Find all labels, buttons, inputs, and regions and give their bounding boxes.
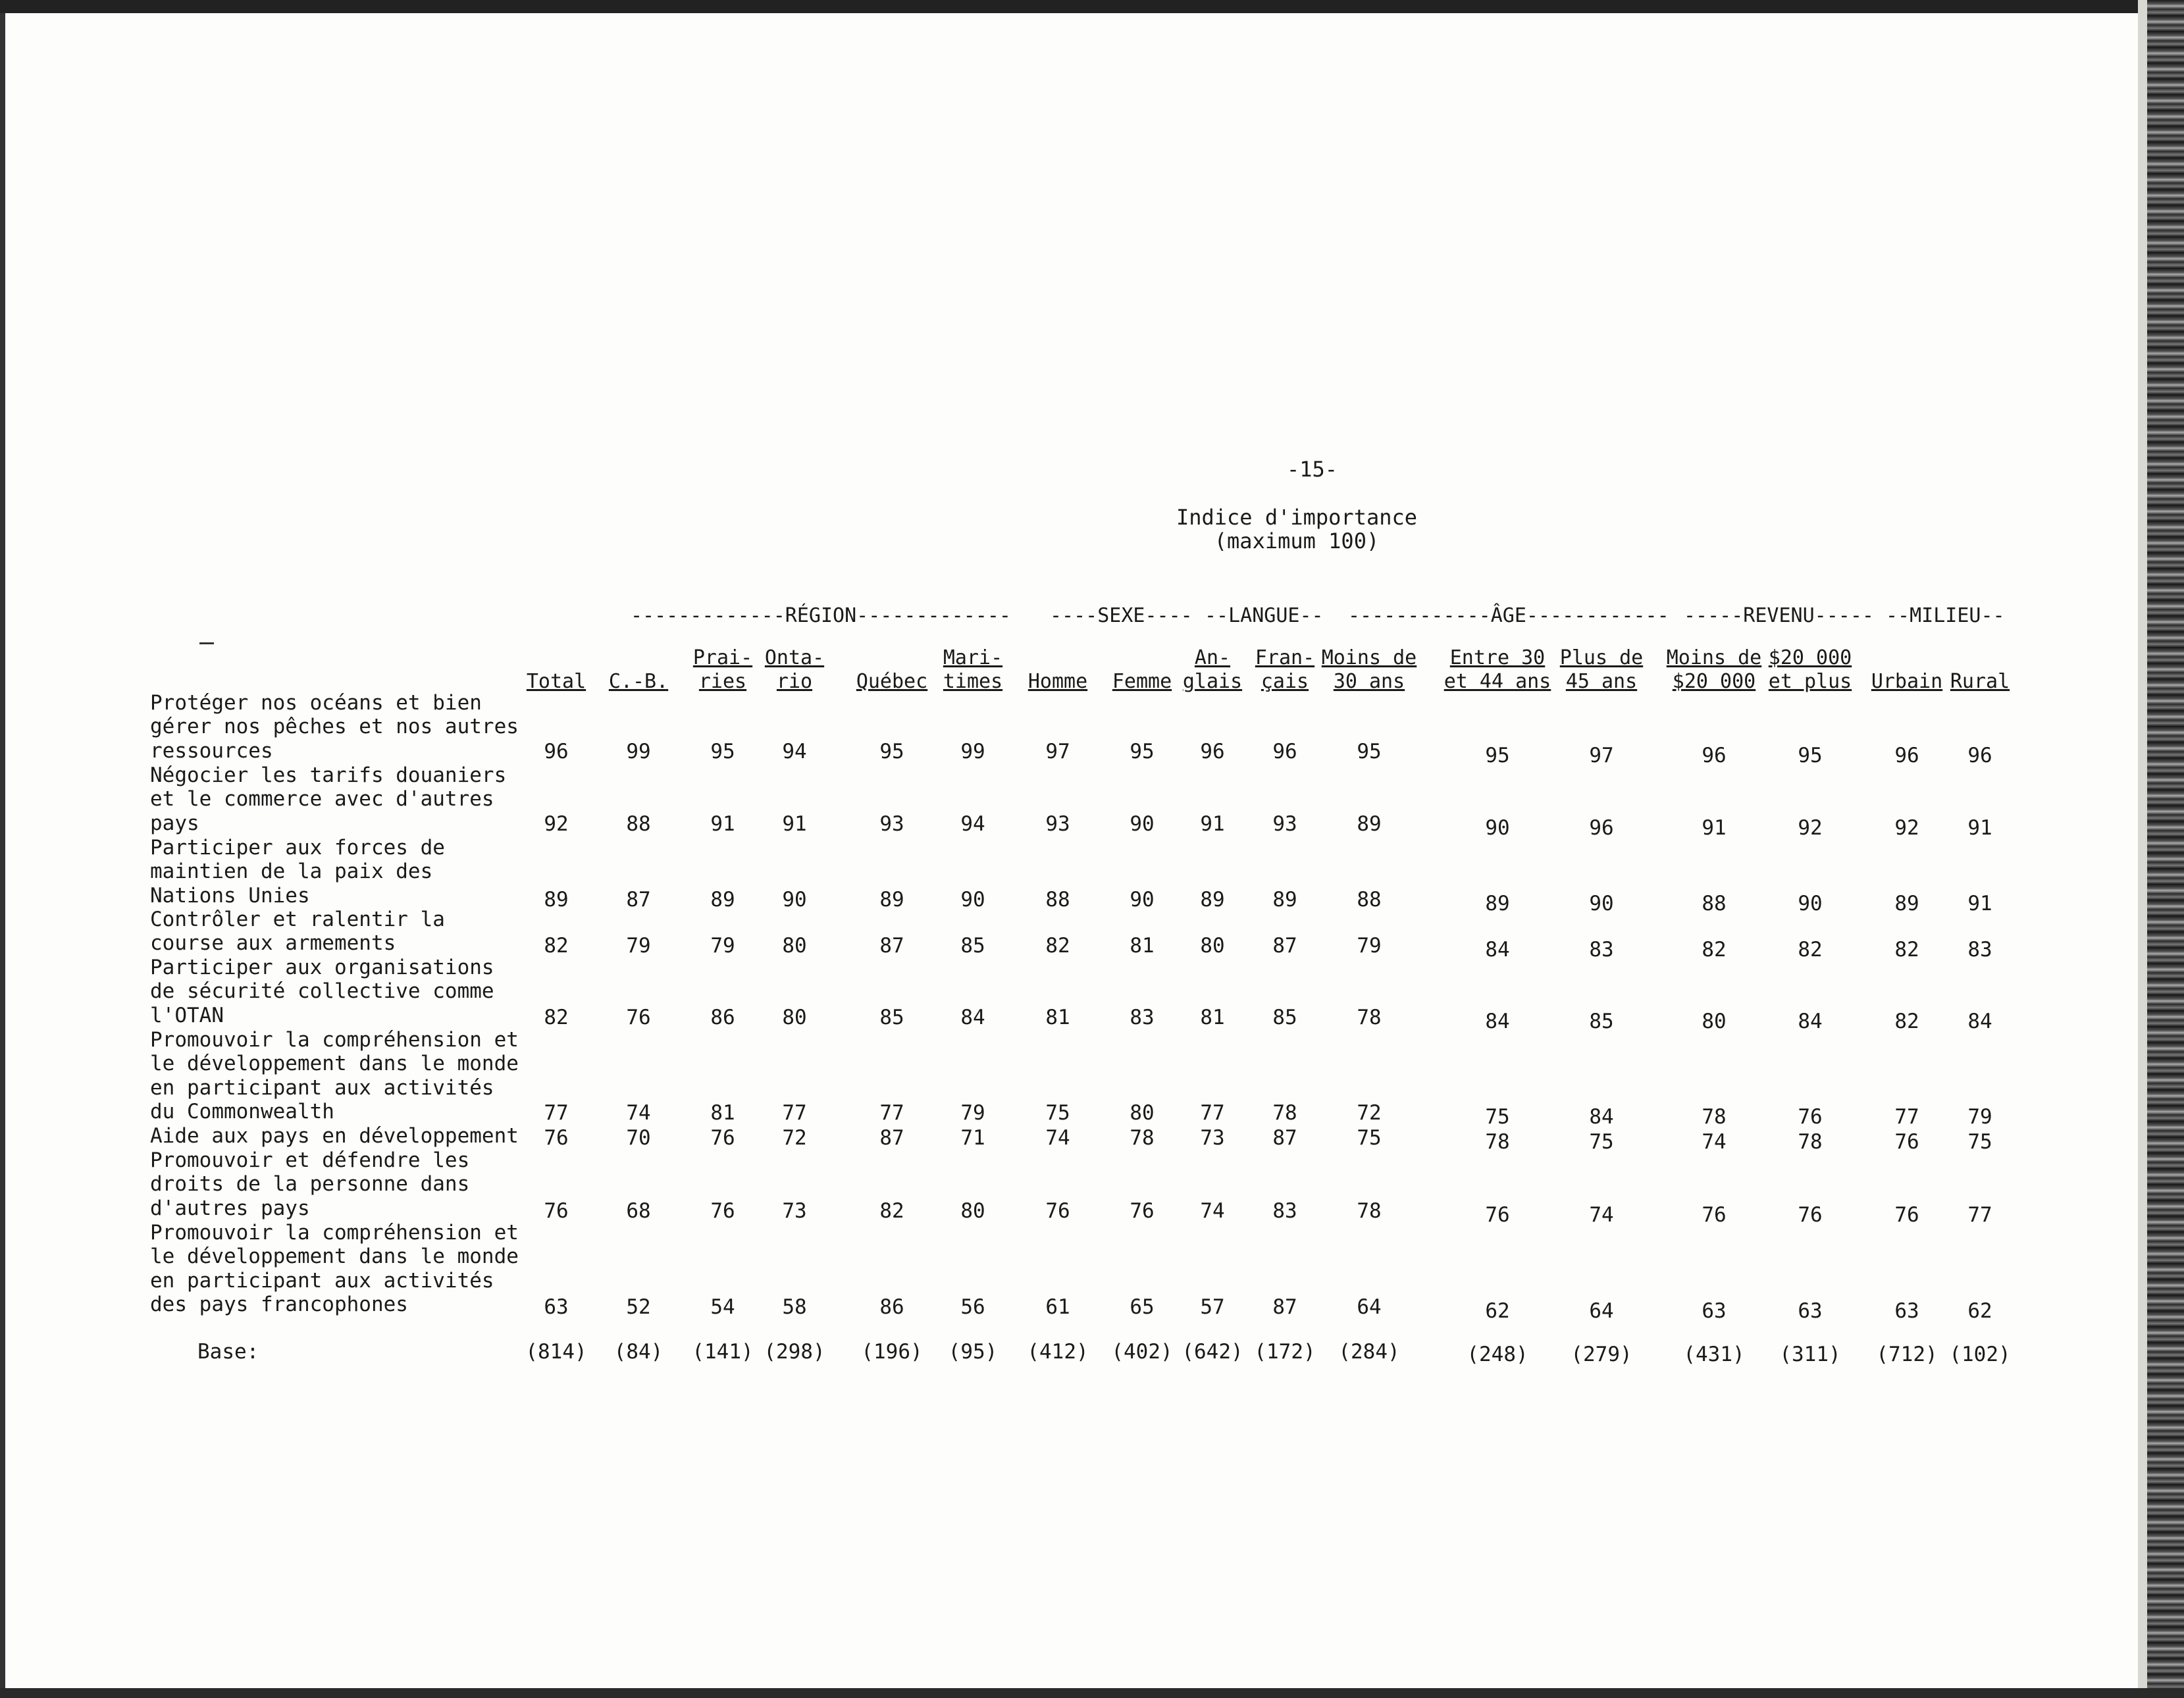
table-cell: 96 (1967, 744, 1992, 767)
row-label-line: maintien de la paix des (150, 860, 433, 884)
table-cell: 71 (960, 1126, 985, 1150)
table-cell: 96 (1894, 744, 1919, 767)
right-margin (2138, 0, 2147, 1698)
table-cell: 89 (1485, 892, 1510, 915)
column-header-line-2: Femme (1112, 670, 1172, 693)
column-header-line-1: Moins de (1666, 646, 1762, 669)
table-cell: 76 (1798, 1105, 1823, 1129)
row-label (150, 908, 445, 956)
column-header-line-2: Rural (1950, 670, 2010, 693)
table-cell: 76 (1045, 1199, 1070, 1223)
table-cell: 83 (1130, 1006, 1155, 1029)
table-cell: 96 (1589, 816, 1614, 840)
table-cell: 78 (1357, 1199, 1382, 1223)
column-header-line-2: et 44 ans (1443, 670, 1551, 693)
row-label-line: du Commonwealth (150, 1099, 334, 1123)
table-cell: 76 (544, 1199, 569, 1223)
table-cell: 83 (1589, 938, 1614, 962)
table-cell: 76 (1894, 1130, 1919, 1154)
table-cell: 77 (1967, 1203, 1992, 1227)
base-cell: (402) (1111, 1340, 1173, 1364)
table-cell: 74 (1045, 1126, 1070, 1150)
row-label-line: Nations Unies (150, 883, 310, 908)
table-cell: 87 (626, 888, 651, 912)
table-cell: 64 (1357, 1295, 1382, 1319)
table-cell: 95 (879, 740, 904, 763)
table-cell: 87 (1272, 934, 1297, 958)
row-label-line: des pays francophones (150, 1292, 408, 1316)
table-cell: 84 (1485, 1010, 1510, 1033)
table-cell: 74 (1702, 1130, 1727, 1154)
table-cell: 76 (1485, 1203, 1510, 1227)
table-cell: 88 (626, 812, 651, 836)
table-cell: 82 (544, 934, 569, 958)
table-cell: 74 (1200, 1199, 1225, 1223)
table-cell: 93 (1045, 812, 1070, 836)
left-scan-border (0, 13, 5, 1688)
table-cell: 95 (1130, 740, 1155, 763)
table-cell: 76 (1798, 1203, 1823, 1227)
base-cell: (172) (1254, 1340, 1316, 1364)
table-cell: 93 (879, 812, 904, 836)
table-cell: 63 (1702, 1299, 1727, 1323)
page-number: -15- (1287, 457, 1338, 482)
base-cell: (311) (1779, 1343, 1841, 1366)
table-cell: 91 (1200, 812, 1225, 836)
column-header-line-1: Onta- (764, 646, 825, 669)
column-header-line-1: Fran- (1255, 646, 1315, 669)
column-header-line-2: glais (1182, 670, 1243, 693)
table-cell: 89 (710, 888, 735, 912)
row-label-line: de sécurité collective comme (150, 979, 494, 1004)
base-label: Base: (197, 1340, 259, 1364)
column-header-line-1: Mari- (943, 646, 1003, 669)
base-cell: (141) (692, 1340, 754, 1364)
row-label-line: Promouvoir et défendre les (150, 1148, 470, 1172)
table-cell: 93 (1272, 812, 1297, 836)
base-cell: (712) (1876, 1343, 1938, 1366)
table-cell: 92 (1894, 816, 1919, 840)
table-cell: 95 (1798, 744, 1823, 767)
table-cell: 91 (1967, 816, 1992, 840)
title-line-1: Indice d'importance (1176, 505, 1418, 530)
table-cell: 95 (710, 740, 735, 763)
table-cell: 91 (710, 812, 735, 836)
base-cell: (412) (1027, 1340, 1089, 1364)
table-cell: 94 (960, 812, 985, 836)
group-header-age: ------------ÂGE------------ (1348, 604, 1669, 627)
column-header-line-2: 45 ans (1565, 670, 1638, 693)
table-cell: 88 (1702, 892, 1727, 915)
column-header-line-1: Prai- (692, 646, 753, 669)
row-label-line: course aux armements (150, 931, 396, 956)
base-cell: (279) (1571, 1343, 1632, 1366)
row-label-line: en participant aux activités (150, 1075, 494, 1100)
table-cell: 82 (1045, 934, 1070, 958)
table-cell: 92 (544, 812, 569, 836)
table-cell: 76 (544, 1126, 569, 1150)
table-cell: 90 (1130, 812, 1155, 836)
base-cell: (95) (948, 1340, 998, 1364)
table-cell: 89 (1272, 888, 1297, 912)
stray-dash (199, 642, 214, 644)
column-header (1310, 646, 1428, 694)
table-cell: 84 (1967, 1010, 1992, 1033)
row-label (150, 836, 445, 908)
base-cell: (431) (1683, 1343, 1745, 1366)
table-cell: 76 (626, 1006, 651, 1029)
table-cell: 85 (879, 1006, 904, 1029)
column-header-line-2: çais (1261, 670, 1309, 693)
row-label (150, 691, 519, 763)
table-cell: 86 (879, 1295, 904, 1319)
table-cell: 87 (1272, 1295, 1297, 1319)
table-cell: 87 (879, 934, 904, 958)
table-cell: 62 (1967, 1299, 1992, 1323)
table-cell: 85 (1589, 1010, 1614, 1033)
row-label-line: le développement dans le monde (150, 1052, 519, 1076)
table-cell: 75 (1485, 1105, 1510, 1129)
table-cell: 76 (710, 1199, 735, 1223)
table-cell: 95 (1357, 740, 1382, 763)
table-cell: 97 (1589, 744, 1614, 767)
table-cell: 77 (782, 1101, 807, 1125)
table-cell: 89 (1894, 892, 1919, 915)
table-cell: 87 (1272, 1126, 1297, 1150)
row-label-line: d'autres pays (150, 1196, 310, 1220)
base-cell: (642) (1182, 1340, 1243, 1364)
column-header-line-2: Homme (1027, 670, 1088, 693)
table-cell: 80 (1130, 1101, 1155, 1125)
table-cell: 65 (1130, 1295, 1155, 1319)
row-label-line: Aide aux pays en développement (150, 1124, 519, 1148)
base-cell: (248) (1467, 1343, 1528, 1366)
table-cell: 89 (879, 888, 904, 912)
table-cell: 57 (1200, 1295, 1225, 1319)
table-cell: 52 (626, 1295, 651, 1319)
row-label-line: Protéger nos océans et bien (150, 691, 482, 715)
table-cell: 95 (1485, 744, 1510, 767)
base-cell: (84) (613, 1340, 663, 1364)
column-header-line-2: 30 ans (1333, 670, 1405, 693)
table-cell: 81 (710, 1101, 735, 1125)
table-cell: 90 (1589, 892, 1614, 915)
table-cell: 82 (1798, 938, 1823, 962)
table-cell: 83 (1967, 938, 1992, 962)
table-cell: 77 (1894, 1105, 1919, 1129)
table-cell: 89 (544, 888, 569, 912)
base-cell: (196) (861, 1340, 923, 1364)
table-cell: 78 (1702, 1105, 1727, 1129)
table-cell: 90 (1485, 816, 1510, 840)
table-cell: 76 (710, 1126, 735, 1150)
table-cell: 79 (1357, 934, 1382, 958)
table-cell: 73 (1200, 1126, 1225, 1150)
table-cell: 96 (544, 740, 569, 763)
table-cell: 88 (1045, 888, 1070, 912)
row-label-line: et le commerce avec d'autres (150, 787, 494, 811)
table-cell: 82 (1894, 938, 1919, 962)
table-cell: 81 (1130, 934, 1155, 958)
table-cell: 80 (1702, 1010, 1727, 1033)
column-header-line-1: An- (1194, 646, 1231, 669)
table-cell: 90 (960, 888, 985, 912)
row-label-line: le développement dans le monde (150, 1245, 519, 1269)
table-cell: 78 (1357, 1006, 1382, 1029)
row-label-line: l'OTAN (150, 1003, 224, 1027)
table-cell: 96 (1702, 744, 1727, 767)
bottom-scan-border (0, 1688, 2184, 1698)
column-header-line-2: $20 000 (1672, 670, 1756, 693)
column-header-line-1: Moins de (1321, 646, 1417, 669)
column-header-line-2: C.-B. (608, 670, 669, 693)
table-cell: 63 (544, 1295, 569, 1319)
table-cell: 91 (1967, 892, 1992, 915)
table-cell: 78 (1130, 1126, 1155, 1150)
table-cell: 79 (1967, 1105, 1992, 1129)
table-cell: 84 (1485, 938, 1510, 962)
table-cell: 90 (1798, 892, 1823, 915)
table-cell: 94 (782, 740, 807, 763)
column-header-line-2: rio (776, 670, 813, 693)
table-cell: 99 (960, 740, 985, 763)
table-cell: 96 (1272, 740, 1297, 763)
column-header-line-2: Total (526, 670, 586, 693)
table-cell: 84 (960, 1006, 985, 1029)
table-cell: 75 (1045, 1101, 1070, 1125)
table-cell: 81 (1045, 1006, 1070, 1029)
table-cell: 78 (1485, 1130, 1510, 1154)
group-header-revenu: -----REVENU----- (1684, 604, 1874, 627)
group-header-milieu: --MILIEU-- (1886, 604, 2005, 627)
base-cell: (298) (764, 1340, 825, 1364)
table-cell: 90 (782, 888, 807, 912)
table-cell: 75 (1589, 1130, 1614, 1154)
table-cell: 76 (1130, 1199, 1155, 1223)
group-header-langue: --LANGUE-- (1205, 604, 1324, 627)
table-cell: 79 (960, 1101, 985, 1125)
row-label (150, 956, 494, 1027)
table-cell: 70 (626, 1126, 651, 1150)
table-cell: 92 (1798, 816, 1823, 840)
table-cell: 87 (879, 1126, 904, 1150)
base-cell: (284) (1338, 1340, 1400, 1364)
table-cell: 80 (1200, 934, 1225, 958)
table-cell: 89 (1357, 812, 1382, 836)
table-cell: 80 (782, 1006, 807, 1029)
table-cell: 74 (1589, 1203, 1614, 1227)
table-cell: 88 (1357, 888, 1382, 912)
column-header-line-2: times (943, 670, 1003, 693)
table-cell: 78 (1798, 1130, 1823, 1154)
table-cell: 84 (1589, 1105, 1614, 1129)
table-cell: 82 (1894, 1010, 1919, 1033)
table-cell: 86 (710, 1006, 735, 1029)
column-header-line-1: Entre 30 (1449, 646, 1546, 669)
table-cell: 81 (1200, 1006, 1225, 1029)
row-label-line: Participer aux organisations (150, 956, 494, 979)
row-label-line: Contrôler et ralentir la (150, 908, 445, 931)
table-cell: 85 (1272, 1006, 1297, 1029)
top-scan-border (0, 0, 2184, 13)
column-header-line-2: ries (698, 670, 747, 693)
table-cell: 99 (626, 740, 651, 763)
table-cell: 80 (782, 934, 807, 958)
row-label-line: droits de la personne dans (150, 1172, 470, 1196)
table-cell: 76 (1894, 1203, 1919, 1227)
row-label-line: ressources (150, 738, 273, 763)
table-cell: 96 (1200, 740, 1225, 763)
table-cell: 75 (1967, 1130, 1992, 1154)
table-cell: 91 (782, 812, 807, 836)
column-header-line-2: et plus (1768, 670, 1852, 693)
base-cell: (102) (1949, 1343, 2011, 1366)
row-label-line: Négocier les tarifs douaniers (150, 763, 507, 787)
row-label (150, 1148, 469, 1220)
table-cell: 79 (710, 934, 735, 958)
table-cell: 89 (1200, 888, 1225, 912)
column-header-line-1: Plus de (1559, 646, 1644, 669)
table-cell: 68 (626, 1199, 651, 1223)
table-cell: 82 (879, 1199, 904, 1223)
table-cell: 58 (782, 1295, 807, 1319)
table-cell: 72 (1357, 1101, 1382, 1125)
table-cell: 82 (1702, 938, 1727, 962)
table-title (1119, 505, 1474, 553)
table-cell: 56 (960, 1295, 985, 1319)
group-header-sexe: ----SEXE---- (1050, 604, 1193, 627)
table-cell: 62 (1485, 1299, 1510, 1323)
row-label-line: pays (150, 811, 199, 835)
table-cell: 80 (960, 1199, 985, 1223)
table-cell: 74 (626, 1101, 651, 1125)
table-cell: 61 (1045, 1295, 1070, 1319)
table-cell: 54 (710, 1295, 735, 1319)
group-header-region: -------------RÉGION------------- (631, 604, 1011, 627)
row-label (150, 1124, 519, 1148)
table-cell: 73 (782, 1199, 807, 1223)
table-cell: 91 (1702, 816, 1727, 840)
table-cell: 82 (544, 1006, 569, 1029)
table-cell: 77 (1200, 1101, 1225, 1125)
title-line-2: (maximum 100) (1214, 528, 1380, 553)
row-label-line: Promouvoir la compréhension et (150, 1221, 519, 1245)
table-cell: 77 (879, 1101, 904, 1125)
table-cell: 72 (782, 1126, 807, 1150)
table-cell: 83 (1272, 1199, 1297, 1223)
table-cell: 97 (1045, 740, 1070, 763)
row-label-line: en participant aux activités (150, 1268, 494, 1293)
table-cell: 63 (1798, 1299, 1823, 1323)
row-label (150, 1028, 519, 1123)
row-label (150, 763, 506, 835)
column-header (1921, 670, 2039, 694)
table-cell: 79 (626, 934, 651, 958)
column-header-line-2: Québec (856, 670, 928, 693)
right-scan-border (2147, 0, 2184, 1698)
column-header-line-1: $20 000 (1768, 646, 1852, 669)
table-cell: 75 (1357, 1126, 1382, 1150)
table-cell: 63 (1894, 1299, 1919, 1323)
row-label-line: gérer nos pêches et nos autres (150, 715, 519, 739)
row-label-line: Participer aux forces de (150, 836, 445, 860)
row-label (150, 1221, 519, 1316)
table-cell: 85 (960, 934, 985, 958)
column-header (1542, 646, 1661, 694)
table-cell: 78 (1272, 1101, 1297, 1125)
table-cell: 64 (1589, 1299, 1614, 1323)
table-cell: 90 (1130, 888, 1155, 912)
table-cell: 77 (544, 1101, 569, 1125)
column-header (1438, 646, 1557, 694)
base-cell: (814) (525, 1340, 587, 1364)
table-cell: 84 (1798, 1010, 1823, 1033)
row-label-line: Promouvoir la compréhension et (150, 1028, 519, 1052)
table-cell: 76 (1702, 1203, 1727, 1227)
column-header-line-2: Urbain (1871, 670, 1943, 693)
